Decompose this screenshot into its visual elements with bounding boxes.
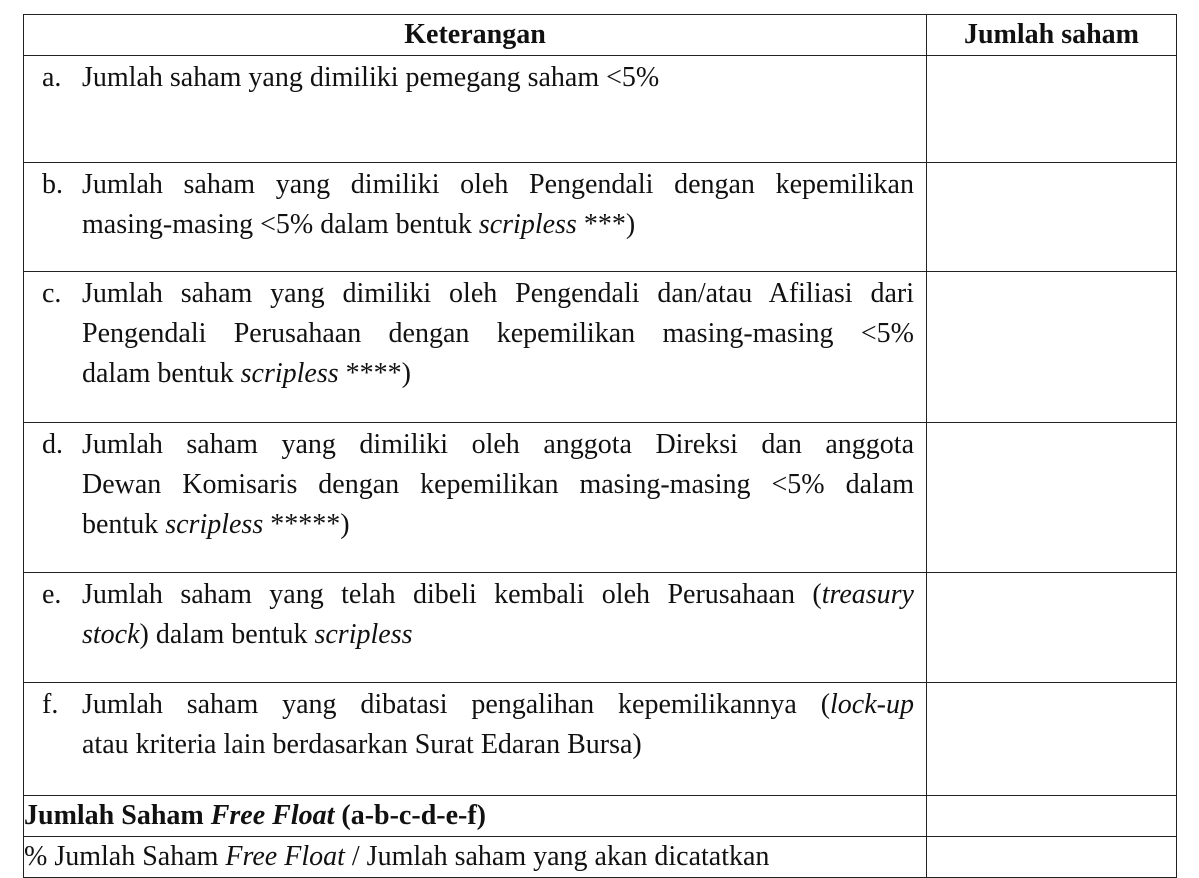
free-float-total-row xyxy=(24,796,1177,837)
row-d-line-3: bentuk scripless *****) xyxy=(82,509,350,540)
table-header-row xyxy=(24,15,1177,56)
row-c-line-3: dalam bentuk scripless ****) xyxy=(82,358,411,389)
row-a-line-1: Jumlah saham yang dimiliki pemegang saham <5% xyxy=(82,62,660,93)
header-description: Keterangan xyxy=(24,15,927,56)
row-f-line-2: atau kriteria lain berdasarkan Surat Edaran Bursa) xyxy=(82,729,642,760)
row-c-line-1: Jumlah saham yang dimiliki oleh Pengendali dan/atau Afiliasi dari xyxy=(82,278,914,309)
table-row xyxy=(24,56,1177,163)
row-a-text xyxy=(24,56,926,98)
free-float-table xyxy=(23,14,1177,878)
free-float-percentage-amount xyxy=(927,837,1177,878)
table-row xyxy=(24,163,1177,272)
row-c-line-2: Pengendali Perusahaan dengan kepemilikan masing-masing <5% xyxy=(82,318,914,349)
row-f-amount xyxy=(927,683,1177,796)
row-d-amount xyxy=(927,423,1177,573)
table-row xyxy=(24,573,1177,683)
free-float-total-label: Jumlah Saham Free Float (a-b-c-d-e-f) xyxy=(24,796,927,837)
row-f-line-1: Jumlah saham yang dibatasi pengalihan kepemilikannya (lock-up xyxy=(82,689,914,720)
row-letter: d. xyxy=(42,429,63,460)
row-c-amount xyxy=(927,272,1177,423)
row-letter: a. xyxy=(42,62,62,93)
row-b-line-1: Jumlah saham yang dimiliki oleh Pengendali dengan kepemilikan xyxy=(82,169,914,200)
free-float-total-amount xyxy=(927,796,1177,837)
row-letter: c. xyxy=(42,278,62,309)
row-letter: b. xyxy=(42,169,63,200)
row-e-line-2: stock) dalam bentuk scripless xyxy=(82,619,413,650)
row-e-line-1: Jumlah saham yang telah dibeli kembali oleh Perusahaan (treasury xyxy=(82,579,914,610)
table-row xyxy=(24,272,1177,423)
row-letter: e. xyxy=(42,579,62,610)
row-d-line-1: Jumlah saham yang dimiliki oleh anggota Direksi dan anggota xyxy=(82,429,914,460)
table-row xyxy=(24,423,1177,573)
row-d-text xyxy=(24,423,926,545)
row-letter: f. xyxy=(42,689,59,720)
row-e-text xyxy=(24,573,926,655)
row-f-text xyxy=(24,683,926,765)
row-b-line-2: masing-masing <5% dalam bentuk scripless ***) xyxy=(82,209,636,240)
free-float-percentage-row xyxy=(24,837,1177,878)
header-amount: Jumlah saham xyxy=(927,15,1177,56)
row-a-amount xyxy=(927,56,1177,163)
row-d-line-2: Dewan Komisaris dengan kepemilikan masing-masing <5% dalam xyxy=(82,469,914,500)
row-b-amount xyxy=(927,163,1177,272)
row-c-text xyxy=(24,272,926,394)
table-row xyxy=(24,683,1177,796)
row-e-amount xyxy=(927,573,1177,683)
free-float-percentage-label: % Jumlah Saham Free Float / Jumlah saham yang akan dicatatkan xyxy=(24,837,927,878)
row-b-text xyxy=(24,163,926,245)
